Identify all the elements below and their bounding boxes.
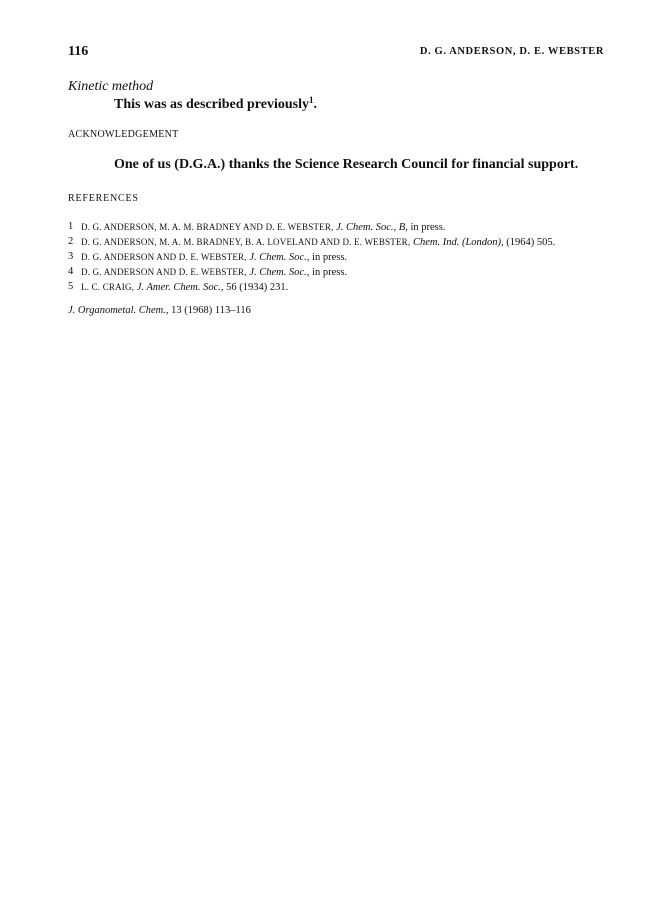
reference-details: in press. [312,252,348,263]
reference-journal: J. Chem. Soc., B, [336,222,408,233]
reference-item [68,265,608,280]
reference-item [68,220,608,235]
kinetic-method-body [114,97,317,113]
reference-authors: D. G. ANDERSON AND D. E. WEBSTER, [81,252,247,262]
journal-name: J. Organometal. Chem., [68,305,169,316]
kinetic-body-text: This was as described previously [114,97,309,112]
reference-authors: D. G. ANDERSON AND D. E. WEBSTER, [81,267,247,277]
reference-details: in press. [410,222,446,233]
journal-volume: 13 (1968) 113–116 [171,305,251,316]
references-list [68,220,608,295]
kinetic-body-end: . [313,97,317,112]
reference-details: (1964) 505. [506,237,556,248]
running-head: D. G. ANDERSON, D. E. WEBSTER [419,46,604,57]
acknowledgement-body: One of us (D.G.A.) thanks the Science Research Council for financial support. [114,157,579,172]
reference-number: 5 [68,281,74,292]
reference-number: 4 [68,266,74,277]
reference-authors: L. C. CRAIG, [81,282,135,292]
reference-details: 56 (1934) 231. [226,282,289,293]
reference-number: 3 [68,251,74,262]
reference-item [68,250,608,265]
reference-journal: J. Amer. Chem. Soc., [136,282,224,293]
reference-number: 2 [68,236,74,247]
kinetic-method-heading: Kinetic method [68,79,154,94]
references-heading: REFERENCES [68,193,139,204]
reference-journal: J. Chem. Soc., [249,267,310,278]
journal-citation [68,305,251,316]
reference-superscript: 1 [309,95,314,105]
page-number: 116 [68,44,89,59]
reference-number: 1 [68,221,74,232]
acknowledgement-heading: ACKNOWLEDGEMENT [68,129,179,140]
reference-item [68,235,608,250]
reference-item [68,280,608,295]
reference-authors: D. G. ANDERSON, M. A. M. BRADNEY AND D. E. WEBSTER, [81,222,334,232]
reference-details: in press. [312,267,348,278]
reference-journal: J. Chem. Soc., [249,252,310,263]
reference-journal: Chem. Ind. (London), [412,237,504,248]
reference-authors: D. G. ANDERSON, M. A. M. BRADNEY, B. A. LOVELAND AND D. E. WEBSTER, [81,237,411,247]
